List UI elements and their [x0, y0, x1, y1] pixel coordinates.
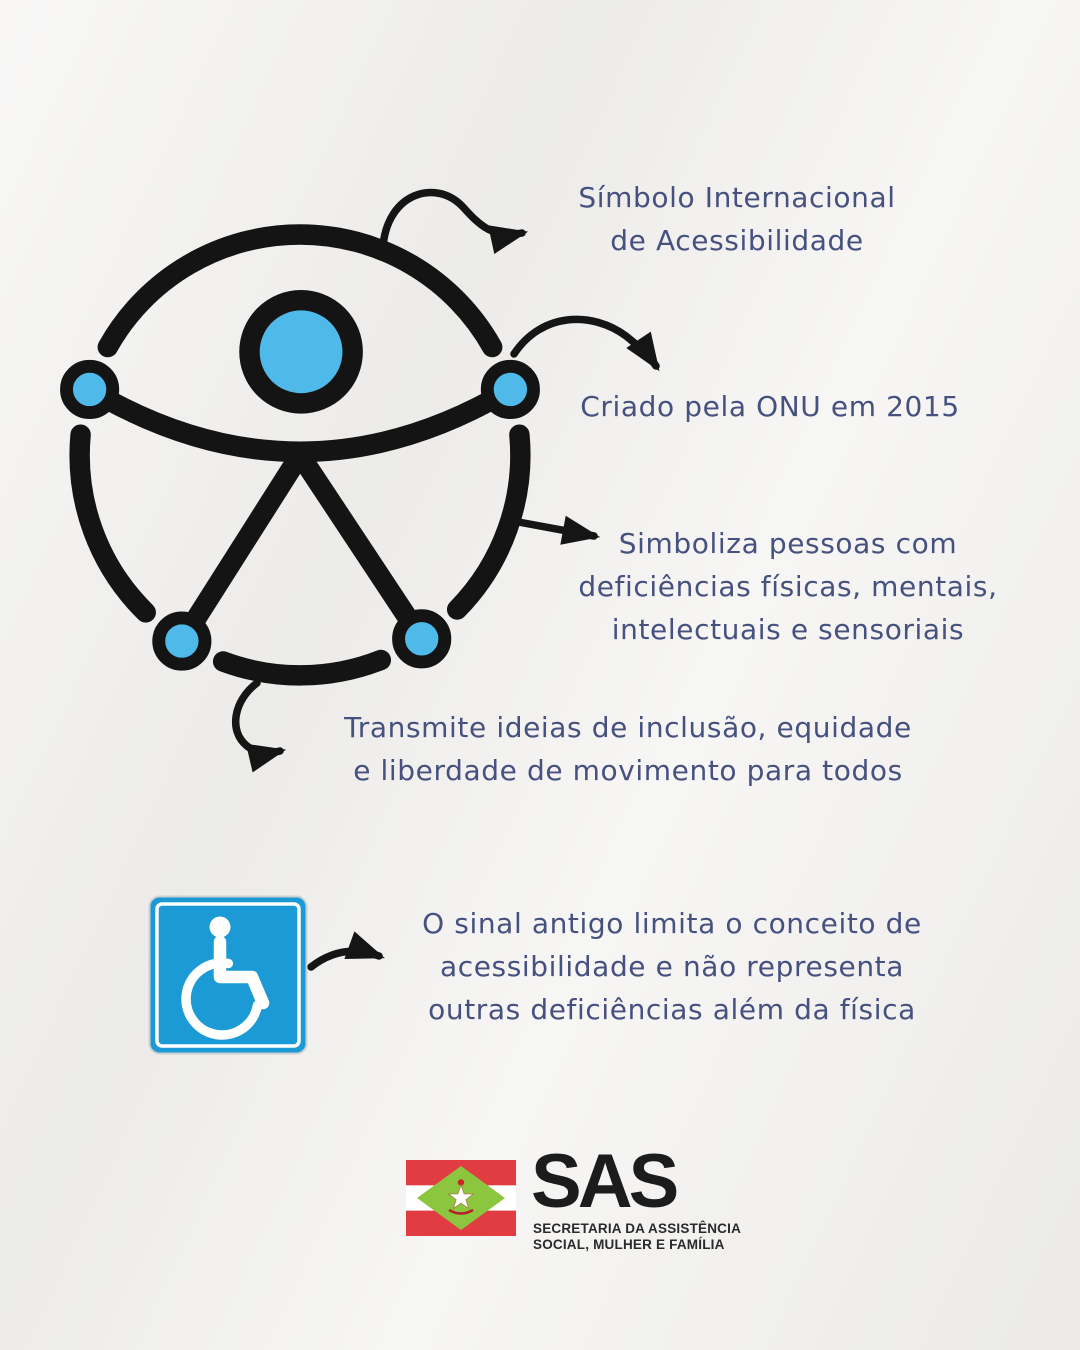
subtitle-line: SOCIAL, MULHER E FAMÍLIA	[533, 1237, 725, 1252]
note-transmits	[344, 706, 912, 792]
note-symbolizes	[578, 522, 997, 651]
arrow-to-created-by	[514, 319, 656, 366]
arrow-to-transmits	[236, 683, 280, 753]
note-old-sign	[422, 902, 922, 1031]
arrow-to-symbol-title	[383, 192, 522, 247]
note-line: Criado pela ONU em 2015	[580, 390, 960, 423]
note-line: e liberdade de movimento para todos	[353, 754, 903, 787]
note-line: de Acessibilidade	[610, 224, 864, 257]
old-wheelchair-sign-icon	[148, 895, 308, 1055]
note-line: Símbolo Internacional	[578, 181, 896, 214]
note-line: Simboliza pessoas com	[618, 527, 958, 560]
note-line: acessibilidade e não representa	[439, 950, 905, 983]
note-line: Transmite ideias de inclusão, equidade	[344, 711, 912, 744]
subtitle-line: SECRETARIA DA ASSISTÊNCIA	[533, 1221, 742, 1236]
note-line: intelectuais e sensoriais	[611, 613, 965, 646]
arrow-to-old-sign-note	[311, 951, 379, 967]
note-line: O sinal antigo limita o conceito de	[422, 907, 922, 940]
note-symbol-title	[578, 176, 895, 262]
sas-logo-text: SAS	[531, 1139, 676, 1224]
note-line: outras deficiências além da física	[428, 993, 916, 1026]
sas-logo-subtitle	[533, 1221, 741, 1253]
note-line: deficiências físicas, mentais,	[578, 570, 998, 603]
note-created-by	[580, 385, 959, 428]
santa-catarina-flag-icon	[406, 1160, 516, 1236]
